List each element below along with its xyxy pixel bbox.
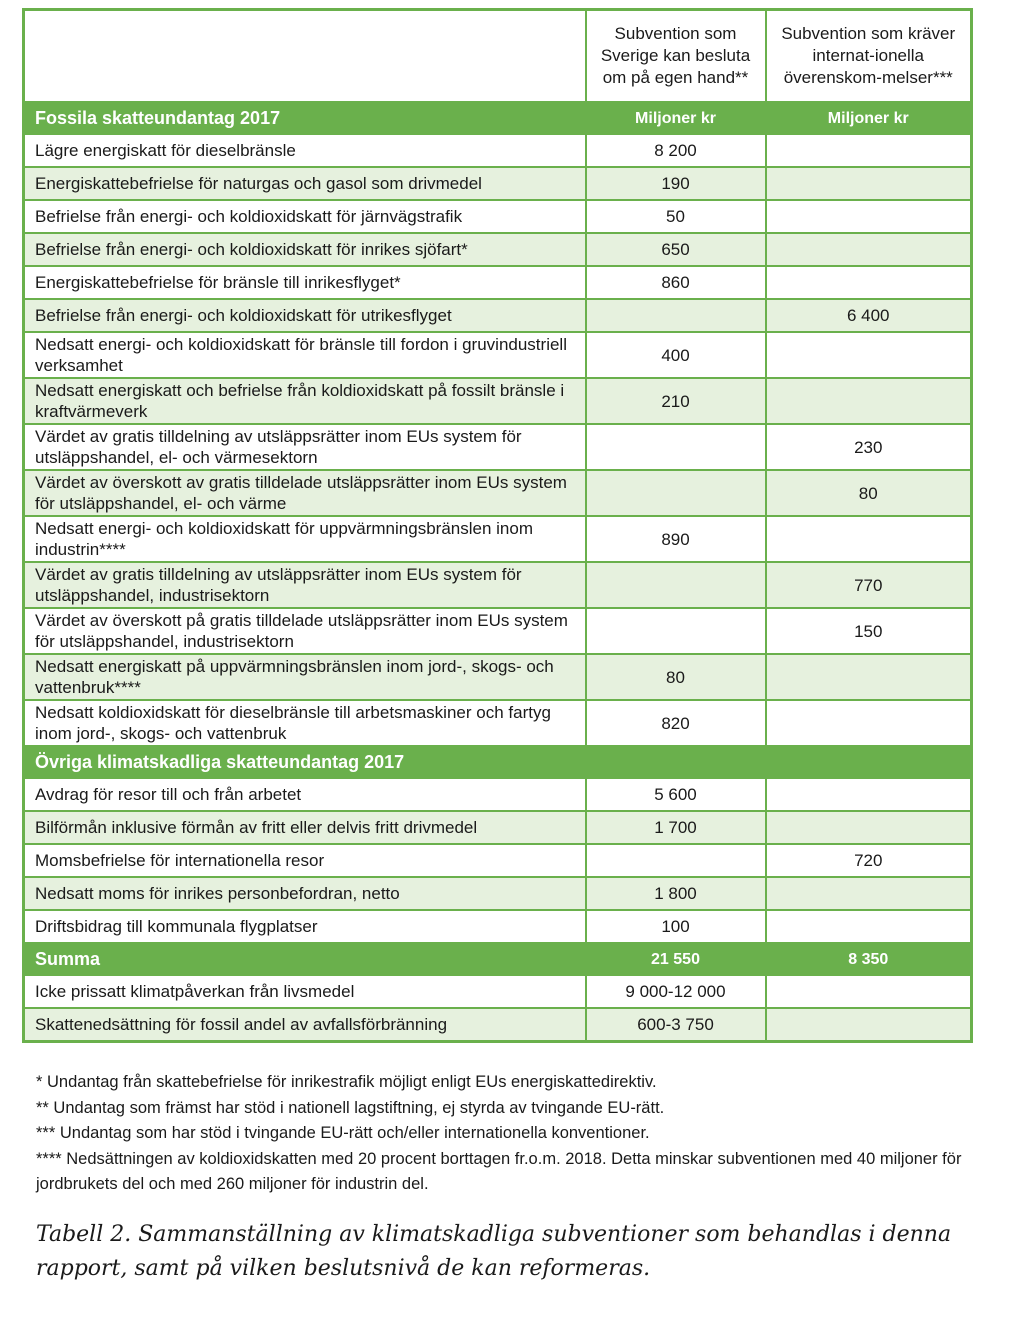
table-row [24, 1008, 972, 1041]
section-unit-international [766, 746, 972, 778]
section-header-row [24, 102, 972, 134]
summa-value-national: 21 550 [586, 943, 766, 975]
row-value-national: 1 700 [586, 811, 766, 844]
row-value-international [766, 910, 972, 943]
row-label: Nedsatt energi- och koldioxidskatt för bränsle till fordon i gruvindustriell verksamhet [24, 332, 586, 378]
subsidy-table [22, 8, 973, 1043]
table-row [24, 608, 972, 654]
footnote-4: **** Nedsättningen av koldioxidskatten med 20 procent borttagen fr.o.m. 2018. Detta minskar subventionen med 40 miljoner för jordbrukets del och med 260 miljoner för industrin del. [36, 1149, 962, 1193]
row-value-national: 1 800 [586, 877, 766, 910]
footnotes [36, 1070, 976, 1198]
row-label: Energiskattebefrielse för naturgas och gasol som drivmedel [24, 167, 586, 200]
header-blank-cell [24, 10, 586, 103]
footnote-2: ** Undantag som främst har stöd i nationell lagstiftning, ej styrda av tvingande EU-rätt. [36, 1098, 665, 1117]
row-value-national: 890 [586, 516, 766, 562]
row-label: Skattenedsättning för fossil andel av avfallsförbränning [24, 1008, 586, 1041]
row-value-national: 600-3 750 [586, 1008, 766, 1041]
row-value-national: 210 [586, 378, 766, 424]
row-value-international [766, 266, 972, 299]
row-value-international [766, 654, 972, 700]
row-value-national [586, 424, 766, 470]
table-row [24, 266, 972, 299]
table-row [24, 910, 972, 943]
row-value-international [766, 200, 972, 233]
table-row [24, 811, 972, 844]
row-value-international: 770 [766, 562, 972, 608]
table-row [24, 470, 972, 516]
row-label: Driftsbidrag till kommunala flygplatser [24, 910, 586, 943]
row-value-national: 820 [586, 700, 766, 746]
row-label: Momsbefrielse för internationella resor [24, 844, 586, 877]
section-unit-national [586, 746, 766, 778]
table-row [24, 562, 972, 608]
row-value-international [766, 167, 972, 200]
table-row [24, 975, 972, 1008]
row-value-international: 150 [766, 608, 972, 654]
row-label: Värdet av gratis tilldelning av utsläppsrätter inom EUs system för utsläppshandel, industrisektorn [24, 562, 586, 608]
table-caption: Tabell 2. Sammanställning av klimatskadliga subventioner som behandlas i denna rapport, samt på vilken beslutsnivå de kan reformeras. [36, 1222, 952, 1281]
row-label: Icke prissatt klimatpåverkan från livsmedel [24, 975, 586, 1008]
row-label: Nedsatt koldioxidskatt för dieselbränsle till arbetsmaskiner och fartyg inom jord-, skogs- och vattenbruk [24, 700, 586, 746]
row-value-national: 9 000-12 000 [586, 975, 766, 1008]
row-label: Nedsatt energiskatt och befrielse från koldioxidskatt på fossilt bränsle i kraftvärmeverk [24, 378, 586, 424]
table-row [24, 299, 972, 332]
row-value-international: 230 [766, 424, 972, 470]
row-value-international [766, 778, 972, 811]
table-row [24, 700, 972, 746]
row-value-international: 720 [766, 844, 972, 877]
row-label: Värdet av överskott av gratis tilldelade utsläppsrätter inom EUs system för utsläppshandel, el- och värme [24, 470, 586, 516]
row-value-international [766, 134, 972, 167]
row-value-national: 5 600 [586, 778, 766, 811]
row-value-national: 650 [586, 233, 766, 266]
table-row [24, 167, 972, 200]
table-row [24, 778, 972, 811]
section-unit-international: Miljoner kr [766, 102, 972, 134]
table-row [24, 332, 972, 378]
footnote-1: * Undantag från skattebefrielse för inrikestrafik möjligt enligt EUs energiskattedirektiv. [36, 1073, 657, 1091]
table-row [24, 877, 972, 910]
summa-row [24, 943, 972, 975]
row-value-national: 190 [586, 167, 766, 200]
header-col-international: Subvention som kräver internat-ionella överenskom-melser*** [766, 10, 972, 103]
row-value-international [766, 233, 972, 266]
row-value-national [586, 562, 766, 608]
row-value-national: 860 [586, 266, 766, 299]
table-row [24, 378, 972, 424]
row-value-international [766, 1008, 972, 1041]
table-row [24, 134, 972, 167]
row-label: Bilförmån inklusive förmån av fritt eller delvis fritt drivmedel [24, 811, 586, 844]
row-value-international [766, 378, 972, 424]
header-col-national: Subvention som Sverige kan besluta om på egen hand** [586, 10, 766, 103]
row-label: Nedsatt moms för inrikes personbefordran, netto [24, 877, 586, 910]
table-row [24, 844, 972, 877]
row-value-national [586, 844, 766, 877]
section-header-row [24, 746, 972, 778]
row-value-international [766, 516, 972, 562]
row-label: Befrielse från energi- och koldioxidskatt för järnvägstrafik [24, 200, 586, 233]
row-value-national: 400 [586, 332, 766, 378]
section-title: Övriga klimatskadliga skatteundantag 2017 [24, 746, 586, 778]
table-row [24, 424, 972, 470]
row-value-national: 8 200 [586, 134, 766, 167]
table-row [24, 233, 972, 266]
footnote-3: *** Undantag som har stöd i tvingande EU-rätt och/eller internationella konventioner. [36, 1124, 650, 1142]
row-value-international: 80 [766, 470, 972, 516]
summa-label: Summa [24, 943, 586, 975]
row-label: Lägre energiskatt för dieselbränsle [24, 134, 586, 167]
row-label: Avdrag för resor till och från arbetet [24, 778, 586, 811]
row-label: Befrielse från energi- och koldioxidskatt för utrikesflyget [24, 299, 586, 332]
section-unit-national: Miljoner kr [586, 102, 766, 134]
row-label: Energiskattebefrielse för bränsle till inrikesflyget* [24, 266, 586, 299]
row-value-national: 80 [586, 654, 766, 700]
row-value-national: 100 [586, 910, 766, 943]
section-title: Fossila skatteundantag 2017 [24, 102, 586, 134]
table-header-row [24, 10, 972, 103]
row-value-international [766, 811, 972, 844]
row-value-international: 6 400 [766, 299, 972, 332]
row-value-international [766, 700, 972, 746]
row-value-international [766, 877, 972, 910]
row-value-national [586, 608, 766, 654]
row-label: Nedsatt energi- och koldioxidskatt för uppvärmningsbränslen inom industrin**** [24, 516, 586, 562]
summa-value-international: 8 350 [766, 943, 972, 975]
row-label: Nedsatt energiskatt på uppvärmningsbränslen inom jord-, skogs- och vattenbruk**** [24, 654, 586, 700]
row-label: Värdet av gratis tilldelning av utsläppsrätter inom EUs system för utsläppshandel, el- och värmesektorn [24, 424, 586, 470]
row-value-international [766, 332, 972, 378]
row-label: Befrielse från energi- och koldioxidskatt för inrikes sjöfart* [24, 233, 586, 266]
table-row [24, 200, 972, 233]
row-value-national [586, 470, 766, 516]
table-row [24, 516, 972, 562]
row-value-national [586, 299, 766, 332]
row-value-international [766, 975, 972, 1008]
row-label: Värdet av överskott på gratis tilldelade utsläppsrätter inom EUs system för utsläppshandel, industrisektorn [24, 608, 586, 654]
table-row [24, 654, 972, 700]
row-value-national: 50 [586, 200, 766, 233]
